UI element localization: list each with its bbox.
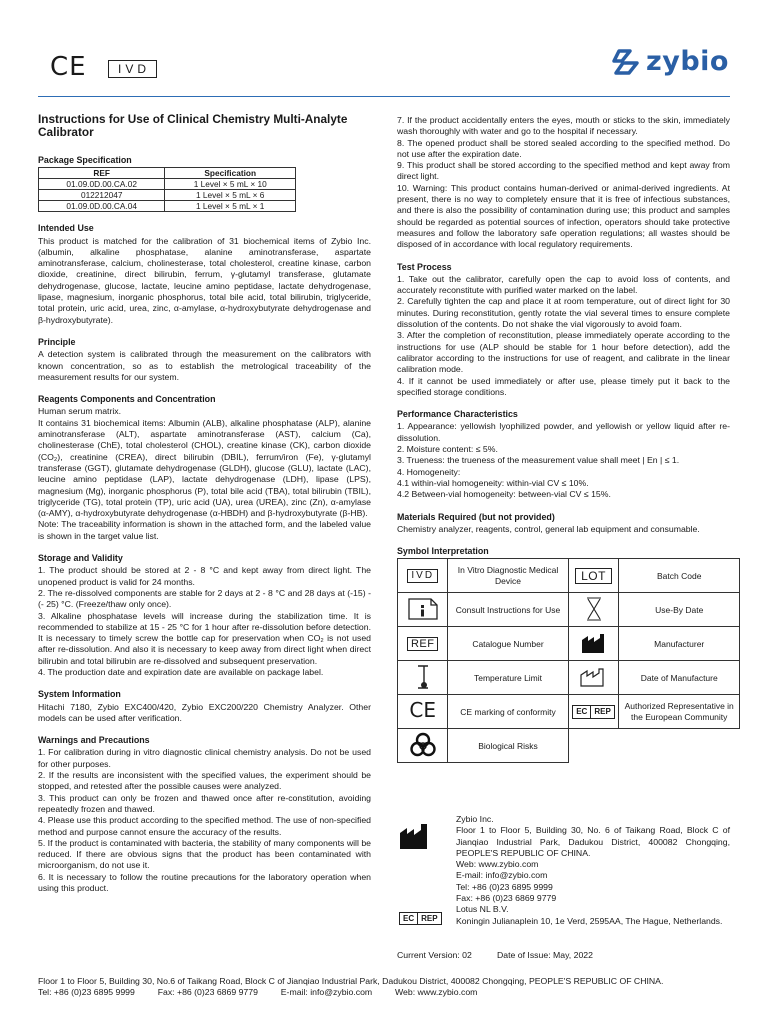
test-process-line: 4. If it cannot be used immediately or after use, please timely put it back to the specified storage conditions. (397, 375, 730, 397)
ec-rep-name: Lotus NL B.V. (456, 904, 509, 915)
storage-line: 2. The re-dissolved components are stable for 2 days at 2 - 8 °C and 28 days at (-15) - (- 25) °C. (Freeze/thaw only once). (38, 587, 371, 610)
table-row (398, 729, 740, 763)
storage-heading: Storage and Validity (38, 553, 123, 564)
footer-web: Web: www.zybio.com (395, 987, 478, 997)
system-text: Hitachi 7180, Zybio EXC400/420, Zybio EXC200/220 Chemistry Analyzer. Other models can be used after verification. (38, 701, 371, 723)
test-process-section (397, 262, 730, 399)
table-row (39, 201, 296, 212)
temp-symbol-cell (398, 661, 448, 695)
ec-rep-icon: EC REP (572, 705, 615, 720)
table-row (398, 593, 740, 627)
header-divider (38, 96, 730, 97)
warnings-continued (397, 115, 730, 251)
symbol-desc: Date of Manufacture (619, 661, 740, 695)
symbols-table (397, 558, 740, 763)
warning-line: 10. Warning: This product contains human-derived or animal-derived ingredients. At present, there is no way to completely ensure that it is free of infectious substances, and there is also the possibility of contamination during use; this product and samples should be regarded as potential sources of infection, operators should take protective measures and follow the laboratory safe operation regulations; all wastes should be disposed of in accordance with local regulatory requirements. (397, 182, 730, 250)
symbol-desc: Biological Risks (448, 729, 568, 763)
mfr-symbol-cell (568, 627, 619, 661)
empty-cell (619, 729, 740, 763)
version-issue-date: Date of Issue: May, 2022 (497, 950, 593, 960)
performance-line: 4.1 within-vial homogeneity: within-vial CV ≤ 10%. (397, 477, 589, 488)
manufacturer-address: Floor 1 to Floor 5, Building 30, No. 6 of Taikang Road, Block C of Jianqiao Industrial Park, Dadukou District, 400082 Chongqing, PEOPLE'S REPUBLIC OF CHINA. (456, 825, 730, 858)
test-process-line: 2. Carefully tighten the cap and place it at room temperature, out of direct light for 30 minutes. During reconstitution, gently rotate the vial several times to ensure complete dissolution of the contents. Do not shake the vial vigorously to avoid foam. (397, 296, 730, 330)
performance-line: 4. Homogeneity: (397, 466, 461, 477)
zybio-logo-icon (610, 47, 642, 77)
manufacturer-block (456, 814, 730, 927)
footer-address: Floor 1 to Floor 5, Building 30, No.6 of Taikang Road, Block C of Jianqiao Industrial Park, Dadukou District, 400082 Chongqing, PEOPLE'S REPUBLIC OF CHINA. (38, 976, 664, 986)
ce-mark-icon: CE (50, 52, 87, 82)
thermometer-icon (410, 663, 436, 691)
useby-symbol-cell (568, 593, 619, 627)
intended-use-heading: Intended Use (38, 223, 94, 234)
ref-symbol-cell (398, 627, 448, 661)
manufacturer-email: E-mail: info@zybio.com (456, 870, 548, 881)
system-section (38, 689, 371, 724)
brand-logo (610, 46, 729, 77)
performance-heading: Performance Characteristics (397, 409, 518, 420)
manufacturer-name: Zybio Inc. (456, 814, 494, 824)
test-process-heading: Test Process (397, 261, 452, 272)
column-header: REF (39, 168, 165, 179)
warning-line: 6. It is necessary to follow the routine precautions for the laboratory operation when using this product. (38, 871, 371, 894)
symbol-desc: Manufacturer (619, 627, 740, 661)
lot-icon: LOT (575, 568, 612, 584)
table-row (398, 695, 740, 729)
symbol-desc: Authorized Representative in the European Community (619, 695, 740, 729)
package-section (38, 155, 371, 212)
warning-line: 7. If the product accidentally enters the eyes, mouth or sticks to the skin, immediately wash thoroughly with water and go to the hospital if necessary. (397, 115, 730, 137)
performance-line: 2. Moisture content: ≤ 5%. (397, 444, 498, 455)
warning-line: 1. For calibration during in vitro diagnostic clinical chemistry analysis. Do not be used for other purposes. (38, 747, 371, 769)
footer-tel: Tel: +86 (0)23 6895 9999 (38, 987, 135, 997)
ref-cell: 01.09.0D.00.CA.02 (39, 179, 165, 190)
materials-section (397, 512, 730, 536)
spec-cell: 1 Level × 5 mL × 1 (165, 201, 296, 212)
performance-line: 3. Trueness: the trueness of the measurement value shall meet | En | ≤ 1. (397, 455, 680, 466)
footer-contacts (38, 987, 663, 998)
warning-line: 2. If the results are inconsistent with the specified values, the experiment should be stopped, and retested after the possible causes were analyzed. (38, 770, 371, 792)
page-footer (38, 976, 663, 998)
ivd-symbol-cell (398, 559, 448, 593)
spec-cell: 1 Level × 5 mL × 6 (165, 190, 296, 201)
ref-icon: REF (407, 637, 439, 651)
ce-symbol-cell (398, 695, 448, 729)
performance-section (397, 409, 730, 500)
reagents-line: Note: The traceability information is shown in the attached form, and the labeled value is shown in the target value list. (38, 519, 371, 541)
symbol-desc: In Vitro Diagnostic Medical Device (448, 559, 568, 593)
test-process-line: 1. Take out the calibrator, carefully open the cap to avoid loss of contents, and accurately reconstitute with purified water marked on the label. (397, 273, 730, 296)
ecrep-symbol-cell (568, 695, 619, 729)
version-current: Current Version: 02 (397, 950, 472, 960)
left-column (38, 113, 371, 894)
table-header-row (39, 168, 296, 179)
symbols-heading: Symbol Interpretation (397, 546, 489, 557)
materials-heading: Materials Required (but not provided) (397, 511, 555, 522)
ref-cell: 012212047 (39, 190, 165, 201)
warning-line: 8. The opened product shall be stored sealed according to the specified method. Do not use after the expiration date. (397, 137, 730, 159)
lot-symbol-cell (568, 559, 619, 593)
package-heading: Package Specification (38, 155, 132, 165)
footer-fax: Fax: +86 (0)23 6869 9779 (157, 987, 258, 997)
manufacturer-web: Web: www.zybio.com (456, 859, 539, 870)
manufacturer-tel: Tel: +86 (0)23 6895 9999 (456, 881, 553, 892)
symbol-desc: Consult Instructions for Use (448, 593, 568, 627)
ec-rep-address: Koningin Julianaplein 10, 1e Verd, 2595AA, The Hague, Netherlands. (456, 915, 723, 926)
symbol-desc: CE marking of conformity (448, 695, 568, 729)
test-process-line: 3. After the completion of reconstitution, please immediately operate according to the instructions for use (ALP should be stable for 1 hour before detection), add the calibrator according to the instructions for use of reagent, and calibrate in the linear calibration mode. (397, 330, 730, 375)
intended-use-text: This product is matched for the calibration of 31 biochemical items of Zybio Inc. (albumin, alkaline phosphatase, alanine aminotransferase, aspartate aminotransferase, calcium, cholinesterase, total cholesterol, creatine kinase, carbon dioxide, creatinine, direct bilirubin, ferrum, γ-glutamyl transferase, glutamate dehydrogenase, glucose, lactate, leucine amino peptidase, lactate dehydrogenase, lipase, magnesium, inorganic phosphorus, total bile acid, total bilirubin, triglyceride, total protein, uric acid, urea, zinc, α-amylase, α-hydroxybutyrate dehydrogenase and β-hydroxybutyrate). (38, 235, 371, 325)
principle-heading: Principle (38, 336, 76, 347)
ivd-icon: IVD (407, 569, 438, 583)
package-table (38, 167, 296, 212)
performance-line: 4.2 Between-vial homogeneity: between-vial CV ≤ 15%. (397, 489, 611, 500)
table-row (39, 179, 296, 190)
consult-symbol-cell (398, 593, 448, 627)
symbol-desc: Batch Code (619, 559, 740, 593)
principle-section (38, 337, 371, 383)
reagents-section (38, 394, 371, 542)
storage-line: 3. Alkaline phosphatase levels will increase during the stabilization time. It is recommended to stabilize at 15 - 25 °C for 1 hour after re-dissolution before detection. It is necessary to timely screw the bottle cap for preservation when CO₂ is not used after re-dissolution. And also it is necessary to keep away from direct light when direct bilirubin and total bilirubin are re-dissolved and subsequent preservation. (38, 610, 371, 666)
consult-instructions-icon (407, 597, 439, 621)
ce-icon: CE (409, 697, 437, 722)
table-row (398, 661, 740, 695)
warnings-heading: Warnings and Precautions (38, 735, 150, 746)
spec-cell: 1 Level × 5 mL × 10 (165, 179, 296, 190)
performance-line: 1. Appearance: yellowish lyophilized powder, and yellowish or yellow liquid after re-dissolution. (397, 421, 730, 443)
biohazard-icon (409, 731, 437, 759)
footer-email: E-mail: info@zybio.com (280, 987, 373, 997)
warnings-section (38, 735, 371, 894)
symbol-desc: Temperature Limit (448, 661, 568, 695)
table-row (398, 559, 740, 593)
column-header: Specification (165, 168, 296, 179)
table-row (398, 627, 740, 661)
storage-line: 4. The production date and expiration date are available on package label. (38, 666, 324, 677)
table-row (39, 190, 296, 201)
reagents-line: It contains 31 biochemical items: Albumin (ALB), alkaline phosphatase (ALP), alanine aminotransferase (ALT), aspartate aminotransferase (AST), calcium (Ca), cholinesterase (ChE), total cholesterol (CHOL), creatine kinase (CK), carbon dioxide (CO₂), creatinine (CREA), direct bilirubin (DBIL), ferrum/iron (Fe), γ-glutamyl transferase (GGT), glutamate dehydrogenase (GLDH), glucose (GLU), lactate (LAC), leucine amino peptidase (LAP), lactate dehydrogenase (LDH), lipase (LPS), magnesium (Mg), inorganic phosphorus (P), total bile acid (TBA), total bilirubin (TBIL), triglyceride (TG), total protein (TP), uric acid (UA), urea (UREA), zinc (Zn), α-amylase (α-AMY), α-hydroxybutyrate dehydrogenase (α-HBDH) and β-hydroxybutyrate (β-HB). (38, 417, 371, 519)
manufacturer-fax: Fax: +86 (0)23 6869 9779 (456, 893, 557, 904)
warning-line: 3. This product can only be frozen and thawed once after re-constitution, avoiding repeatedly frozen and thawed. (38, 792, 371, 814)
symbols-section (397, 546, 734, 763)
document-title: Instructions for Use of Clinical Chemistry Multi-Analyte Calibrator (38, 112, 348, 139)
empty-cell (568, 729, 619, 763)
bio-symbol-cell (398, 729, 448, 763)
storage-line: 1. The product should be stored at 2 - 8 °C and kept away from direct light. The unopened product is valid for 24 months. (38, 565, 371, 587)
warning-line: 4. Please use this product according to the specified method. The use of non-specified method and purpose cannot ensure the accuracy of the results. (38, 815, 371, 837)
date-of-manufacture-icon (579, 666, 609, 688)
warning-line: 5. If the product is contaminated with bacteria, the stability of many components will be reduced. If there are obvious signs that the product has been contaminated with microorganism, do not use it. (38, 837, 371, 871)
intended-use-section (38, 223, 371, 326)
hourglass-icon (582, 596, 606, 622)
symbol-desc: Use-By Date (619, 593, 740, 627)
storage-section (38, 553, 371, 678)
system-heading: System Information (38, 689, 121, 700)
reagents-line: Human serum matrix. (38, 406, 122, 417)
ref-cell: 01.09.0D.00.CA.04 (39, 201, 165, 212)
manufacturer-factory-icon (398, 822, 432, 850)
date-symbol-cell (568, 661, 619, 695)
symbol-desc: Catalogue Number (448, 627, 568, 661)
warning-line: 9. This product shall be stored according to the specified method and kept away from direct light. (397, 160, 730, 182)
ec-rep-badge-icon: EC REP (399, 912, 442, 925)
factory-icon (580, 632, 608, 654)
principle-text: A detection system is calibrated through the measurement on the calibrators with known concentration, so as to establish the metrological traceability of the measurement results for our system. (38, 349, 371, 382)
materials-text: Chemistry analyzer, reagents, control, general lab equipment and consumable. (397, 523, 700, 534)
reagents-heading: Reagents Components and Concentration (38, 394, 216, 405)
ivd-badge: IVD (108, 60, 157, 78)
right-column (397, 115, 734, 774)
brand-name: zybio (646, 46, 729, 77)
